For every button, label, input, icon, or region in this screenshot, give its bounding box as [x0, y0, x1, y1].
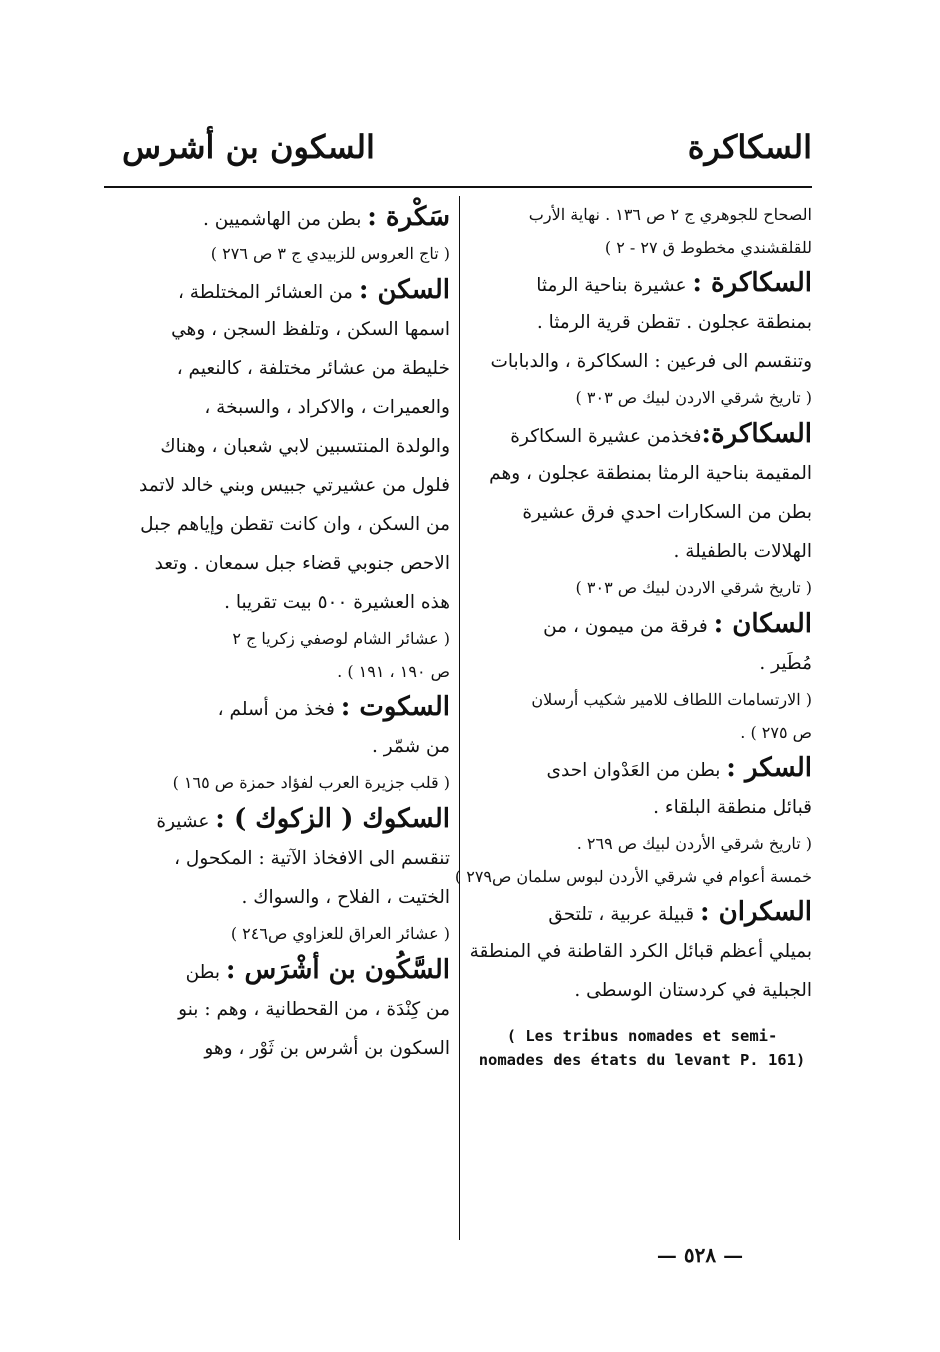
- line-text: فخذ من أسلم ،: [217, 699, 341, 720]
- line-text: فخذمن عشيرة السكاكرة: [510, 426, 702, 447]
- entry-heading-line: [466, 893, 812, 932]
- line-text: وتنقسم الى فرعين : السكاكرة ، والدبابات: [490, 351, 812, 372]
- text-line: [466, 493, 812, 532]
- line-text: للقلقشندي مخطوط ق ٢٧ - ٢ ): [604, 238, 812, 257]
- entry-headword: السكن :: [358, 275, 450, 305]
- text-line: [104, 310, 450, 349]
- text-line: [466, 644, 812, 683]
- line-text: بميلي أعظم قبائل الكرد القاطنة في المنطقة: [469, 941, 812, 962]
- line-text: اسمها السكن ، وتلفظ السجن ، وهي: [171, 319, 450, 340]
- line-text: والولدة المنتسبين لابي شعبان ، وهناك: [160, 436, 450, 457]
- source-citation: [466, 716, 812, 749]
- entry-heading-line: [104, 800, 450, 839]
- header-right-title: السكاكرة: [687, 128, 812, 166]
- line-text: من العشائر المختلطة ،: [177, 282, 359, 303]
- text-line: [104, 878, 450, 917]
- line-text: والعميرات ، والاكراد ، والسبخة ،: [204, 397, 450, 418]
- text-line: [466, 303, 812, 342]
- text-line: [104, 388, 450, 427]
- line-text: ص ١٩٠ ، ١٩١ ) .: [337, 662, 450, 681]
- right-column: [454, 198, 812, 1072]
- line-text: الجبلية في كردستان الوسطى .: [574, 980, 812, 1001]
- entry-headword: السكاكرة:: [701, 419, 812, 449]
- text-line: [104, 1029, 450, 1068]
- entry-headword: السكوت :: [340, 692, 450, 722]
- source-citation: [466, 231, 812, 264]
- source-citation: [466, 683, 812, 716]
- line-text: عشيرة بناحية الرمثا: [536, 275, 693, 296]
- source-citation: [104, 917, 450, 951]
- text-line: [466, 454, 812, 493]
- entry-heading-line: [466, 749, 812, 788]
- column-separator: [459, 196, 460, 1240]
- line-text: هذه العشيرة ٥٠٠ بيت تقريبا .: [224, 592, 450, 613]
- entry-headword: السكران :: [699, 897, 812, 927]
- entry-heading-line: [466, 415, 812, 454]
- line-text: قبائل منطقة البلقاء .: [653, 797, 812, 818]
- line-text: ( تاريخ شرقي الأردن لبيك ص ٢٦٩ .: [576, 834, 812, 853]
- source-citation: [466, 827, 812, 860]
- line-text: خمسة أعوام في شرقي الأردن لبوس سلمان ص٢٧٩ ): [454, 867, 812, 886]
- line-text: ( عشائر الشام لوصفي زكريا ج ٢: [232, 629, 450, 648]
- source-citation: [454, 860, 812, 893]
- entry-headword: السكوك ( الزكوك ) :: [215, 804, 450, 834]
- text-line: [104, 427, 450, 466]
- text-line: [104, 990, 450, 1029]
- line-text: من شمّر .: [371, 736, 450, 757]
- text-line: [466, 342, 812, 381]
- line-text: تنقسم الى الافخاذ الآتية : المكحول ،: [174, 848, 450, 869]
- line-text: فلول من عشيرتي جبيس وبني خالد لاتمد: [139, 475, 450, 496]
- entry-heading-line: [104, 271, 450, 310]
- source-citation: [104, 237, 450, 271]
- entry-heading-line: [466, 264, 812, 303]
- entry-heading-line: [104, 688, 450, 727]
- line-text: ( تاريخ شرقي الاردن لبيك ص ٣٠٣ ): [575, 578, 812, 597]
- running-header: [104, 128, 812, 176]
- source-citation: [104, 622, 450, 655]
- line-text: ص ٢٧٥ ) .: [740, 723, 812, 742]
- entry-headword: السكر :: [726, 753, 812, 783]
- line-text: الصحاح للجوهري ج ٢ ص ١٣٦ . نهاية الأرب: [528, 205, 812, 224]
- text-line: [466, 971, 812, 1010]
- line-text: السكون بن أشرس بن ثَوْر ، وهو: [204, 1038, 450, 1059]
- line-text: بمنطقة عجلون . تقطن قرية الرمثا .: [536, 312, 812, 333]
- line-text: ( قلب جزيرة العرب لفؤاد حمزة ص ١٦٥ ): [172, 773, 450, 792]
- line-text: بطن: [185, 962, 226, 983]
- line-text: عشيرة: [156, 811, 216, 832]
- line-text: من السكن ، وان كانت تقطن وإياهم جبل: [140, 514, 450, 535]
- header-rule: [104, 186, 812, 188]
- line-text: فرقة من ميمون ، من: [543, 616, 714, 637]
- line-text: المقيمة بناحية الرمثا بمنطقة عجلون ، وهم: [489, 463, 812, 484]
- text-line: [104, 544, 450, 583]
- page-number: — ٥٢٨ —: [656, 1243, 744, 1267]
- line-text: الاحص جنوبي قضاء جبل سمعان . وتعد: [154, 553, 450, 574]
- line-text: ( الارتسامات اللطاف للامير شكيب أرسلان: [531, 690, 812, 709]
- latin-citation-line: ( Les tribus nomades et semi-: [506, 1027, 778, 1045]
- source-citation: [466, 381, 812, 415]
- latin-citation-line: nomades des états du levant P. 161): [478, 1051, 806, 1069]
- line-text: بطن من الهاشميين .: [203, 209, 368, 230]
- source-citation: [104, 766, 450, 800]
- line-text: ( تاج العروس للزبيدي ج ٣ ص ٢٧٦ ): [210, 244, 450, 263]
- source-citation: [104, 655, 450, 688]
- line-text: ( عشائر العراق للعزاوي ص٢٤٦ ): [230, 924, 450, 943]
- text-line: [104, 583, 450, 622]
- left-column: [104, 198, 450, 1068]
- entry-heading-line: [104, 951, 450, 990]
- source-citation: [466, 198, 812, 231]
- entry-headword: سَكْرة :: [367, 202, 450, 232]
- text-line: [466, 932, 812, 971]
- text-line: [104, 466, 450, 505]
- line-text: قبيلة عربية ، تلتحق: [548, 904, 700, 925]
- text-line: [104, 727, 450, 766]
- entry-headword: السكاكرة :: [692, 268, 812, 298]
- line-text: الختيت ، الفلاح ، والسواك .: [241, 887, 450, 908]
- line-text: بطن من العَدْوان احدى: [546, 760, 727, 781]
- entry-heading-line: [466, 605, 812, 644]
- source-citation: [466, 571, 812, 605]
- line-text: خليطة من عشائر مختلفة ، كالنعيم ،: [176, 358, 450, 379]
- text-line: [104, 839, 450, 878]
- text-line: [466, 788, 812, 827]
- text-line: [466, 532, 812, 571]
- entry-headword: السَّكُون بن أشْرَس :: [225, 955, 450, 985]
- text-line: [104, 349, 450, 388]
- entry-heading-line: [104, 198, 450, 237]
- line-text: الهلالات بالطفيلة .: [673, 541, 812, 562]
- text-line: [104, 505, 450, 544]
- line-text: من كِنْدَة ، من القحطانية ، وهم : بنو: [178, 999, 450, 1020]
- latin-citation: [466, 1024, 812, 1072]
- header-left-title: السكون بن أشرس: [122, 128, 375, 166]
- line-text: مُطَير .: [759, 653, 812, 674]
- line-text: بطن من السكارات احدي فرق عشيرة: [522, 502, 812, 523]
- line-text: ( تاريخ شرقي الاردن لبيك ص ٣٠٣ ): [575, 388, 812, 407]
- entry-headword: السكان :: [713, 609, 812, 639]
